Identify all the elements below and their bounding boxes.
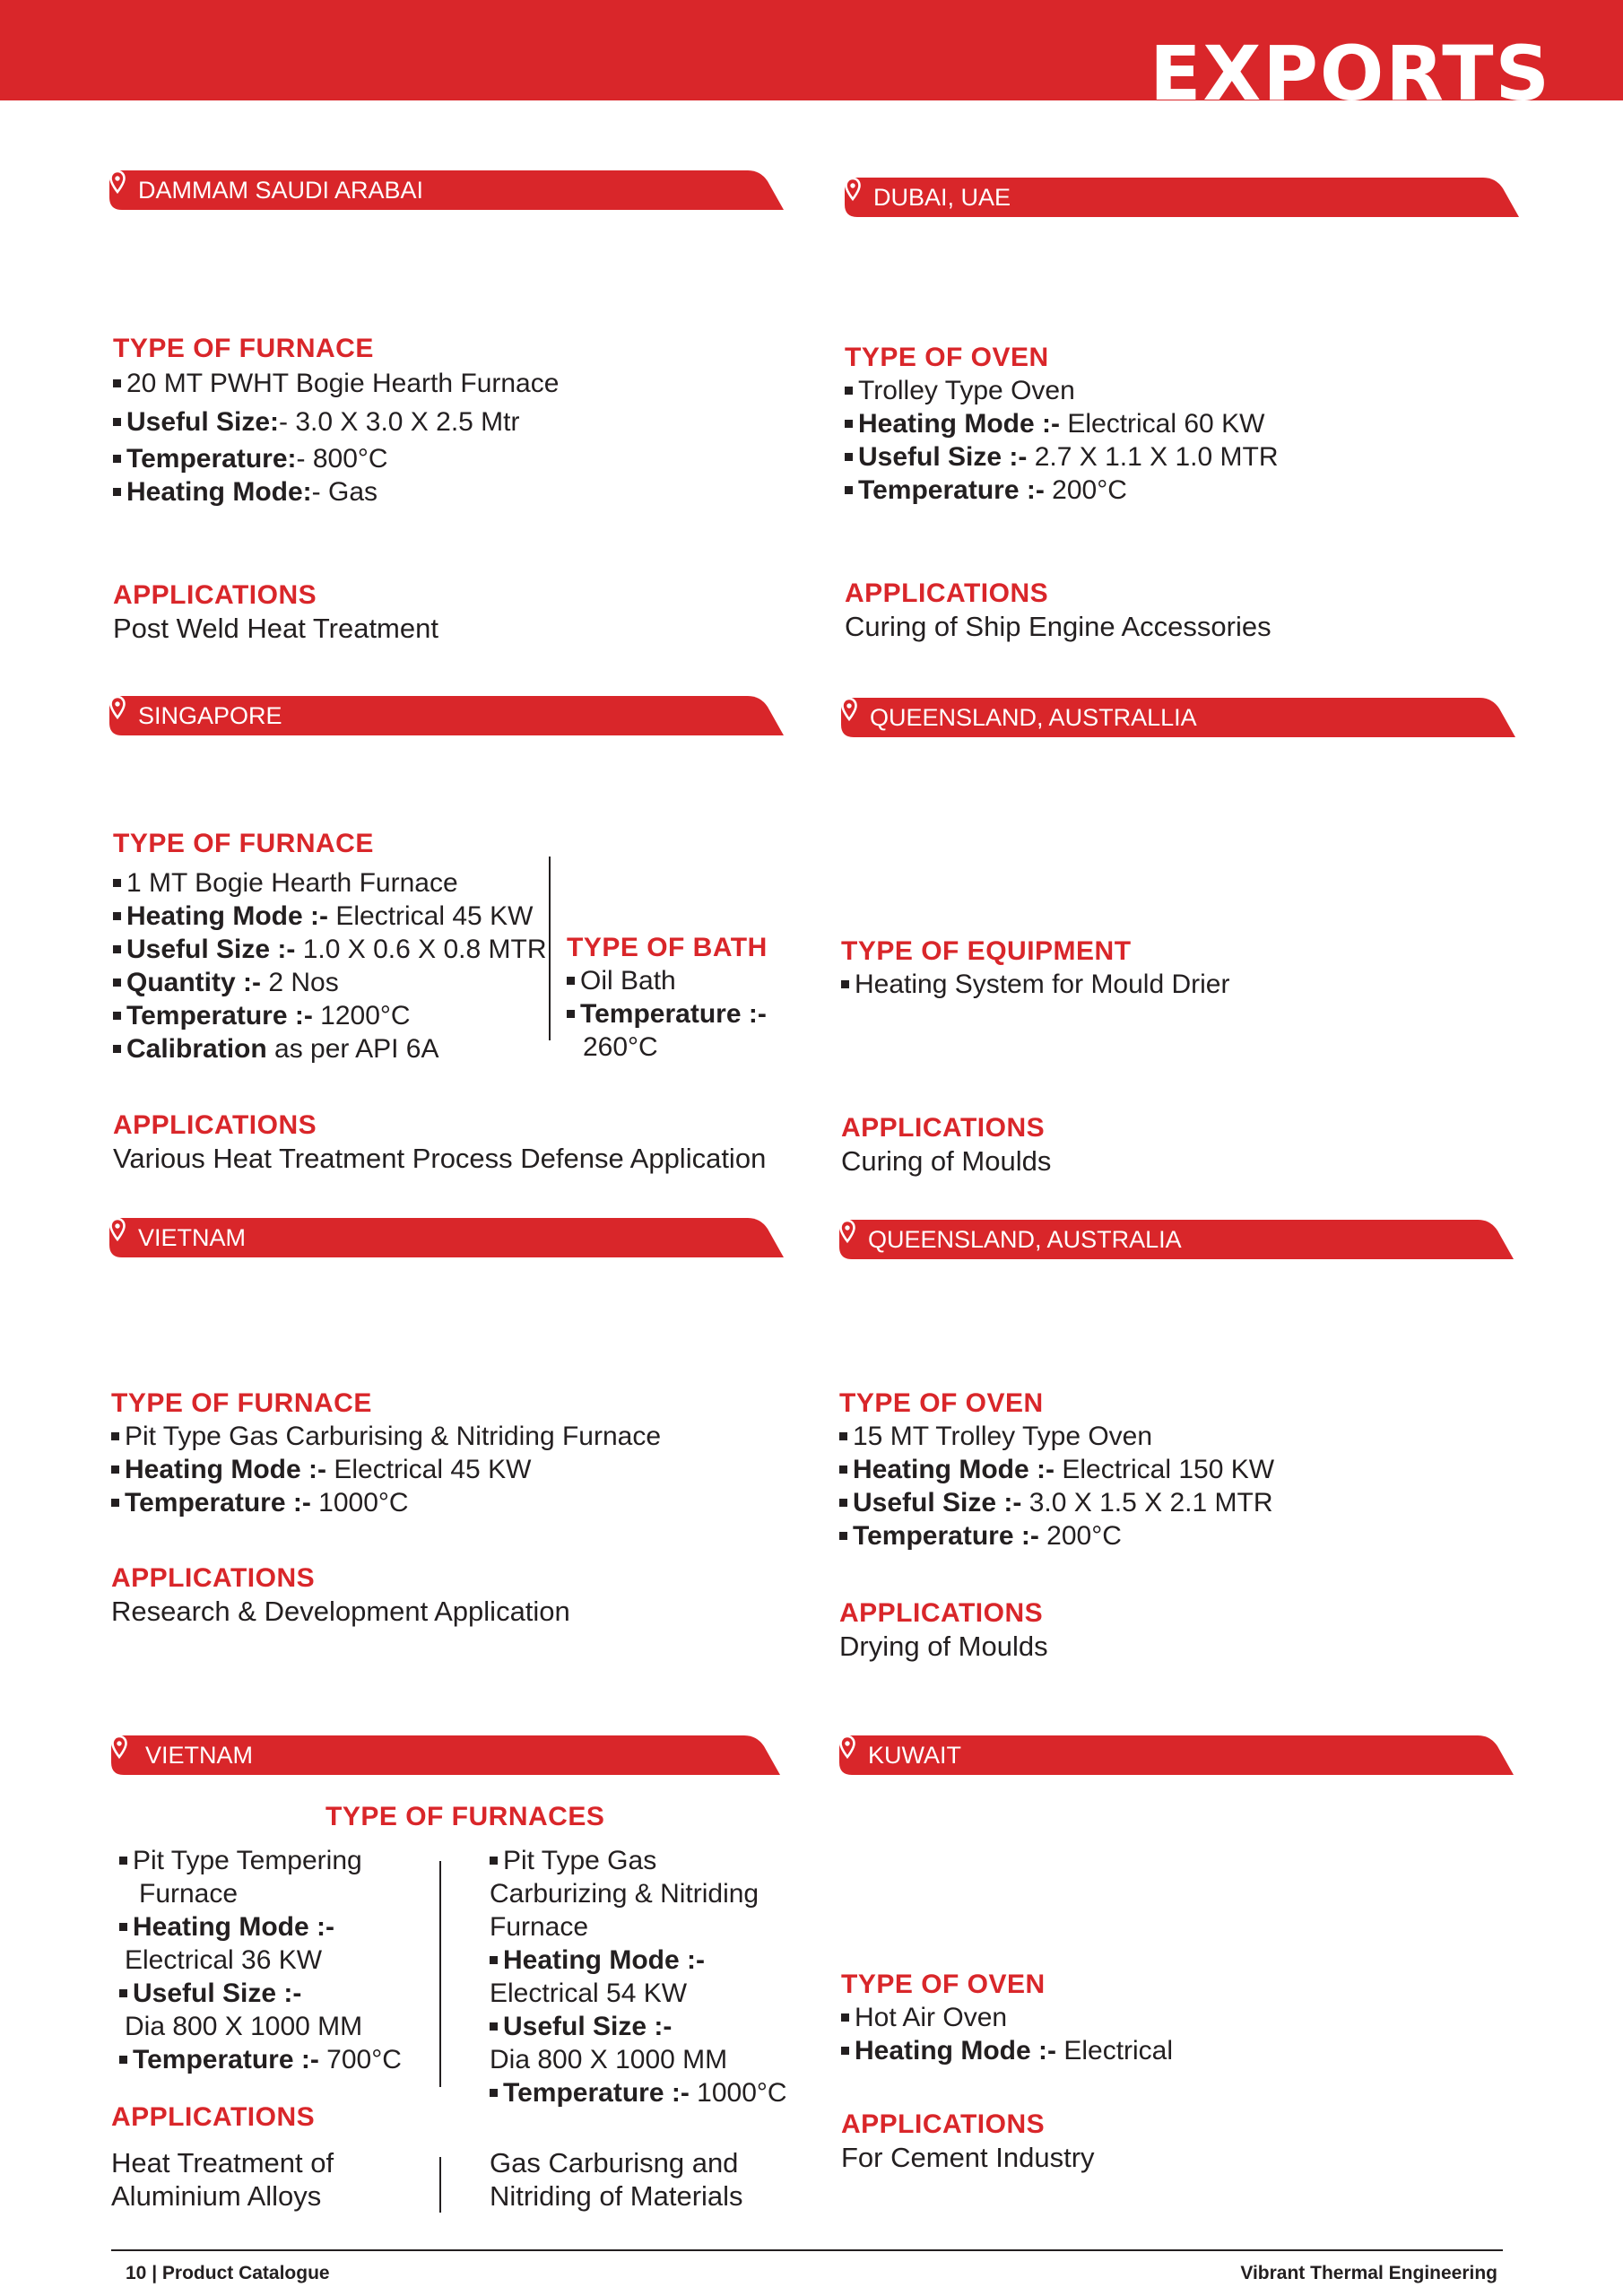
applications-heading: APPLICATIONS — [113, 1110, 317, 1140]
spec-label: Temperature :- — [503, 2078, 690, 2108]
spec-line — [113, 866, 547, 900]
type-heading: TYPE OF OVEN — [839, 1388, 1044, 1418]
spec-value: Heating System for Mould Drier — [855, 970, 1230, 999]
spec-line — [845, 407, 1279, 440]
location-label: DUBAI, UAE — [873, 184, 1011, 211]
footer-company-name: Vibrant Thermal Engineering — [1240, 2263, 1497, 2283]
spec-label: Heating Mode :- — [853, 1455, 1055, 1484]
bullet-icon — [490, 2022, 498, 2031]
spec-value: Dia 800 X 1000 MM — [125, 2012, 363, 2041]
page-title: EXPORTS — [1150, 30, 1551, 100]
spec-line — [845, 474, 1279, 507]
bullet-icon — [113, 488, 121, 496]
spec-value: 2.7 X 1.1 X 1.0 MTR — [1027, 442, 1279, 472]
spec-line — [841, 2034, 1173, 2067]
location-label: VIETNAM — [138, 1224, 247, 1251]
spec-line — [113, 1032, 547, 1065]
location-banner — [109, 696, 784, 735]
spec-line — [839, 1519, 1274, 1552]
spec-line — [490, 2076, 787, 2109]
location-label: QUEENSLAND, AUSTRALIA — [868, 1226, 1182, 1253]
spec-line — [490, 1944, 787, 1977]
spec-label: Useful Size :- — [503, 2012, 673, 2041]
spec-value: Hot Air Oven — [855, 2003, 1008, 2032]
bullet-icon — [113, 879, 121, 887]
spec-label: Heating Mode :- — [125, 1455, 326, 1484]
location-label: SINGAPORE — [138, 702, 282, 729]
spec-value: Pit Type Gas Carburising & Nitriding Furnace — [125, 1422, 662, 1451]
spec-value: Electrical 45 KW — [326, 1455, 532, 1484]
spec-line — [113, 475, 559, 509]
spec-column-2 — [490, 1844, 787, 2109]
map-pin-icon — [111, 1735, 127, 1759]
applications-heading: APPLICATIONS — [839, 1598, 1044, 1628]
applications-heading: APPLICATIONS — [841, 1113, 1046, 1143]
spec-label: Temperature :- — [126, 1001, 313, 1031]
spec-value: 2 Nos — [261, 968, 339, 997]
spec-value: 1000°C — [310, 1488, 409, 1518]
spec-label: Heating Mode :- — [858, 409, 1060, 439]
spec-value: 1.0 X 0.6 X 0.8 MTR — [295, 935, 547, 964]
spec-value: - Gas — [311, 477, 378, 507]
spec-value: 1 MT Bogie Hearth Furnace — [126, 868, 458, 898]
spec-value: Electrical 45 KW — [328, 901, 534, 931]
bullet-icon — [119, 1857, 127, 1865]
map-pin-icon — [845, 178, 861, 201]
spec-value: Furnace — [139, 1879, 239, 1909]
applications-text: Drying of Moulds — [839, 1631, 1048, 1662]
applications-block — [841, 2108, 1095, 2174]
spec-label: Quantity :- — [126, 968, 261, 997]
spec-label: Useful Size: — [126, 407, 280, 437]
spec-value: Electrical — [1056, 2036, 1174, 2066]
spec-block — [113, 332, 559, 509]
spec-value: Furnace — [490, 1912, 589, 1942]
applications-line: Aluminium Alloys — [111, 2180, 322, 2212]
spec-line — [111, 1453, 661, 1486]
spec-value: Carburizing & Nitriding — [490, 1879, 759, 1909]
spec-line — [490, 2010, 787, 2043]
spec-line — [113, 442, 559, 475]
spec-label: Useful Size :- — [853, 1488, 1022, 1518]
spec-line — [113, 367, 559, 400]
type-heading: TYPE OF FURNACES — [325, 1802, 605, 1831]
spec-line — [839, 1486, 1274, 1519]
bullet-icon — [113, 978, 121, 987]
spec-label: Temperature :- — [858, 475, 1045, 505]
spec-block — [841, 1968, 1173, 2067]
spec-value: 3.0 X 1.5 X 2.1 MTR — [1021, 1488, 1273, 1518]
applications-text-1 — [111, 2146, 334, 2213]
spec-block — [839, 1387, 1274, 1552]
spec-value: 20 MT PWHT Bogie Hearth Furnace — [126, 369, 560, 398]
location-banner — [109, 1218, 784, 1257]
spec-value: Dia 800 X 1000 MM — [490, 2045, 728, 2074]
applications-text: Curing of Moulds — [841, 1145, 1052, 1177]
map-pin-icon — [839, 1220, 855, 1243]
applications-block — [113, 1109, 766, 1175]
spec-value: Electrical 54 KW — [490, 1979, 688, 2008]
spec-value: - 800°C — [296, 444, 388, 474]
applications-text-2 — [490, 2146, 743, 2213]
spec-line — [490, 1844, 787, 1877]
location-banner — [839, 1220, 1514, 1259]
spec-line — [839, 1420, 1274, 1453]
location-banner — [109, 170, 784, 210]
spec-line — [113, 999, 547, 1032]
bullet-icon — [845, 387, 853, 395]
spec-value: 1000°C — [689, 2078, 787, 2108]
spec-line — [111, 1420, 661, 1453]
spec-line — [113, 933, 547, 966]
location-banner — [111, 1735, 780, 1775]
spec-line — [111, 1486, 661, 1519]
bullet-icon — [113, 418, 121, 426]
bullet-icon — [111, 1432, 119, 1440]
spec-line — [567, 964, 768, 997]
bullet-icon — [839, 1499, 847, 1507]
bath-block — [567, 931, 768, 1064]
spec-line — [845, 374, 1279, 407]
header-bar — [0, 0, 1623, 100]
bullet-icon — [839, 1432, 847, 1440]
spec-label: Temperature :- — [853, 1521, 1039, 1551]
bullet-icon — [845, 453, 853, 461]
bullet-icon — [111, 1465, 119, 1474]
map-pin-icon — [841, 698, 857, 721]
spec-value: 260°C — [583, 1032, 658, 1062]
spec-value: Electrical 150 KW — [1055, 1455, 1275, 1484]
bullet-icon — [841, 2013, 849, 2022]
applications-text: Various Heat Treatment Process Defense Application — [113, 1143, 767, 1174]
bullet-icon — [845, 420, 853, 428]
location-label: DAMMAM SAUDI ARABAI — [138, 177, 424, 204]
spec-value: 700°C — [318, 2045, 402, 2074]
spec-value: 1200°C — [312, 1001, 411, 1031]
spec-line — [567, 997, 768, 1031]
applications-line: Heat Treatment of — [111, 2147, 334, 2179]
location-banner — [839, 1735, 1514, 1775]
spec-line — [113, 966, 547, 999]
spec-line — [839, 1453, 1274, 1486]
bullet-icon — [841, 2047, 849, 2055]
spec-line — [841, 968, 1229, 1001]
spec-line — [113, 405, 559, 439]
type-heading: TYPE OF OVEN — [845, 343, 1049, 372]
type-heading: TYPE OF FURNACE — [111, 1388, 372, 1418]
column-divider — [439, 1861, 441, 2087]
applications-block — [111, 1561, 570, 1628]
spec-line — [119, 1910, 402, 1944]
spec-value: Pit Type Gas — [503, 1846, 657, 1875]
type-heading: TYPE OF OVEN — [841, 1970, 1046, 1999]
type-heading: TYPE OF FURNACE — [113, 334, 374, 363]
bullet-icon — [113, 1012, 121, 1020]
applications-block — [841, 1111, 1051, 1178]
spec-block — [845, 341, 1279, 507]
bullet-icon — [113, 912, 121, 920]
spec-label: Heating Mode :- — [126, 901, 328, 931]
applications-block — [113, 578, 438, 645]
applications-text: Post Weld Heat Treatment — [113, 613, 438, 644]
bullet-icon — [490, 2089, 498, 2097]
spec-value: 200°C — [1044, 475, 1127, 505]
location-banner — [845, 178, 1519, 217]
spec-value: Electrical 60 KW — [1060, 409, 1265, 439]
column-divider — [549, 857, 551, 1040]
type-heading: TYPE OF FURNACE — [113, 829, 374, 858]
spec-label: Heating Mode :- — [133, 1912, 334, 1942]
spec-value: 15 MT Trolley Type Oven — [853, 1422, 1153, 1451]
map-pin-icon — [109, 170, 126, 194]
applications-text: Research & Development Application — [111, 1596, 570, 1627]
spec-label: Heating Mode: — [126, 477, 312, 507]
bullet-icon — [119, 1989, 127, 1997]
bullet-icon — [113, 379, 121, 387]
spec-label: Temperature :- — [580, 999, 767, 1029]
spec-label: Heating Mode :- — [855, 2036, 1056, 2066]
applications-text: Curing of Ship Engine Accessories — [845, 611, 1271, 642]
spec-value: Trolley Type Oven — [858, 376, 1075, 405]
spec-label: Calibration — [126, 1034, 267, 1064]
bullet-icon — [845, 486, 853, 494]
applications-heading: APPLICATIONS — [845, 578, 1049, 608]
spec-block — [841, 935, 1229, 1001]
spec-label: Useful Size :- — [858, 442, 1028, 472]
bullet-icon — [567, 1010, 575, 1018]
spec-value: Oil Bath — [580, 966, 676, 996]
spec-line — [119, 1977, 402, 2010]
spec-column-1 — [119, 1844, 402, 2076]
spec-label: Useful Size :- — [126, 935, 296, 964]
bullet-icon — [111, 1499, 119, 1507]
bullet-icon — [841, 980, 849, 988]
applications-line: Gas Carburisng and — [490, 2147, 739, 2179]
bath-heading: TYPE OF BATH — [567, 933, 768, 962]
spec-label: Useful Size :- — [133, 1979, 302, 2008]
spec-block — [111, 1387, 661, 1519]
bullet-icon — [113, 1045, 121, 1053]
spec-label: Temperature :- — [125, 1488, 311, 1518]
bullet-icon — [113, 945, 121, 953]
bullet-icon — [490, 1857, 498, 1865]
location-label: VIETNAM — [145, 1742, 254, 1769]
spec-label: Temperature: — [126, 444, 297, 474]
bullet-icon — [567, 977, 575, 985]
applications-heading: APPLICATIONS — [113, 580, 317, 610]
spec-value: as per API 6A — [266, 1034, 439, 1064]
applications-heading: APPLICATIONS — [841, 2109, 1046, 2139]
spec-value: - 3.0 X 3.0 X 2.5 Mtr — [279, 407, 520, 437]
applications-block — [845, 577, 1271, 643]
spec-line — [841, 2001, 1173, 2034]
type-heading: TYPE OF EQUIPMENT — [841, 936, 1132, 966]
bullet-icon — [839, 1465, 847, 1474]
spec-line — [845, 440, 1279, 474]
bullet-icon — [119, 2056, 127, 2064]
spec-line — [119, 1844, 402, 1877]
spec-line — [113, 900, 547, 933]
column-divider — [439, 2157, 441, 2213]
spec-label: Temperature :- — [133, 2045, 319, 2074]
applications-heading: APPLICATIONS — [111, 2102, 316, 2132]
bullet-icon — [490, 1956, 498, 1964]
footer-page-label: 10 | Product Catalogue — [126, 2263, 330, 2283]
spec-block — [113, 827, 547, 1065]
spec-value: 200°C — [1038, 1521, 1122, 1551]
location-banner — [841, 698, 1515, 737]
applications-block — [839, 1596, 1048, 1663]
bullet-icon — [119, 1923, 127, 1931]
bullet-icon — [839, 1532, 847, 1540]
applications-heading: APPLICATIONS — [111, 1563, 316, 1593]
spec-value: Pit Type Tempering — [133, 1846, 362, 1875]
location-label: QUEENSLAND, AUSTRALLIA — [870, 704, 1197, 731]
map-pin-icon — [109, 696, 126, 719]
bullet-icon — [113, 455, 121, 463]
location-label: KUWAIT — [868, 1742, 961, 1769]
spec-line — [119, 2043, 402, 2076]
applications-line: Nitriding of Materials — [490, 2180, 743, 2212]
footer-divider — [111, 2249, 1503, 2251]
map-pin-icon — [109, 1218, 126, 1241]
map-pin-icon — [839, 1735, 855, 1759]
applications-text: For Cement Industry — [841, 2142, 1095, 2173]
spec-label: Heating Mode :- — [503, 1945, 705, 1975]
spec-value: Electrical 36 KW — [125, 1945, 323, 1975]
